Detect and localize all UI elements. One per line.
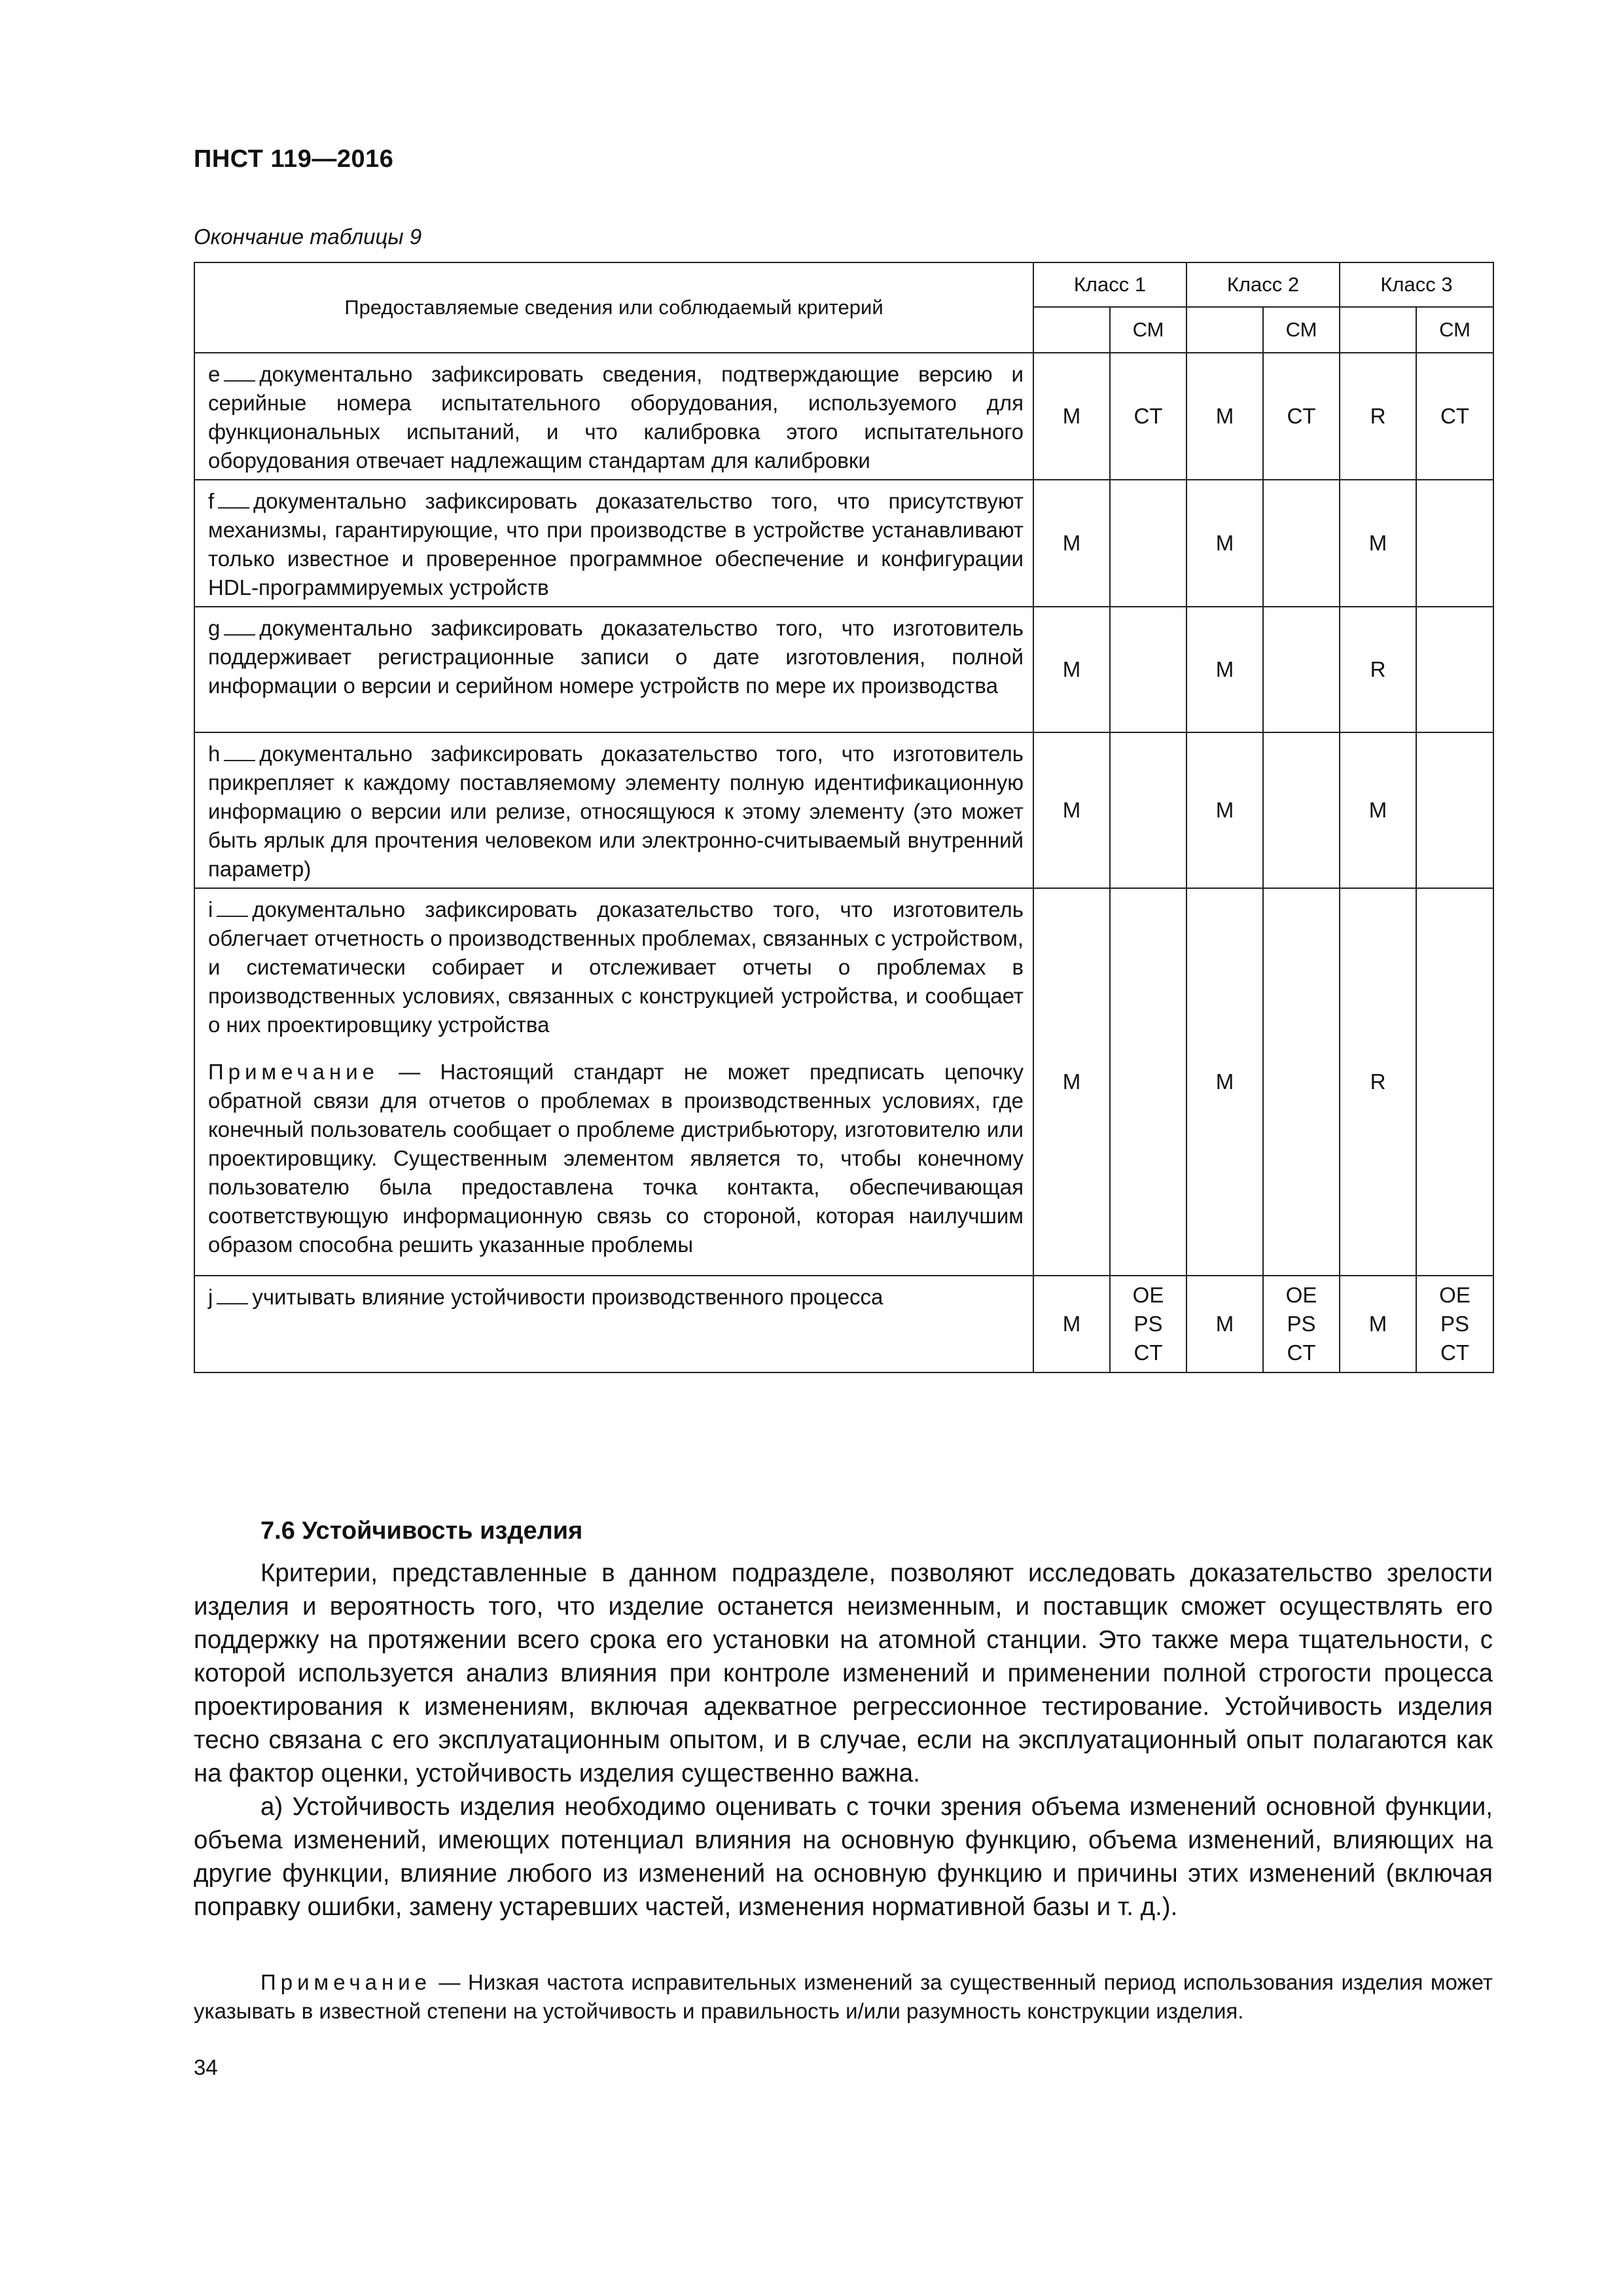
- criterion-letter: j: [208, 1285, 213, 1309]
- criterion-body: документально зафиксировать доказательство того, что изготовитель прикрепляет к каждому поставляемому элементу полную идентификационную информацию о версии или релизе, относящуюся к этому элементу (это может быть ярлык для прочтения человеком или электронно-считываемый внутренний параметр): [208, 742, 1024, 881]
- criterion-body: учитывать влияние устойчивости производственного процесса: [252, 1285, 883, 1309]
- section-body: [194, 1556, 1493, 1924]
- value-text: OE: [1285, 1283, 1317, 1307]
- value-cell: [1416, 607, 1493, 732]
- fill-in-blank: [224, 361, 255, 382]
- value-cell: [1340, 353, 1416, 480]
- value-cell: [1110, 888, 1186, 1276]
- value-cell: [1340, 480, 1416, 607]
- value-cell: [1416, 480, 1493, 607]
- section-heading: 7.6 Устойчивость изделия: [260, 1517, 583, 1545]
- class-3-header: Класс 3: [1340, 262, 1493, 307]
- criterion-cell: [194, 732, 1033, 888]
- value-text: OE: [1439, 1283, 1471, 1307]
- value-cell: [1110, 353, 1186, 480]
- class-2-blank-subheader: [1186, 307, 1263, 353]
- document-id: ПНСТ 119—2016: [194, 145, 394, 173]
- class-1-header: Класс 1: [1033, 262, 1186, 307]
- value-text: M: [1215, 1069, 1234, 1094]
- class-1-blank-subheader: [1033, 307, 1110, 353]
- value-cell: [1263, 1276, 1340, 1372]
- class-1-cm-subheader: СМ: [1110, 307, 1186, 353]
- table-row: [194, 1276, 1493, 1372]
- criterion-cell: [194, 480, 1033, 607]
- criterion-body: документально зафиксировать доказательство того, что присутствуют механизмы, гарантирующие, что при производстве в устройстве устанавливают только известное и проверенное программное обеспечение и конфигурации HDL-программируемых устройств: [208, 489, 1024, 600]
- section-paragraph-item-a: а) Устойчивость изделия необходимо оценивать с точки зрения объема изменений основной функции, объема изменений, имеющих потенциал влияния на основную функцию, объема изменений, влияющих на другие функции, влияние любого из изменений на основную функцию и причины этих изменений (включая поправку ошибки, замену устаревших частей, изменения нормативной базы и т. д.).: [194, 1793, 1493, 1921]
- criterion-letter: i: [208, 897, 213, 922]
- value-cell: [1263, 607, 1340, 732]
- value-cell: [1186, 1276, 1263, 1372]
- criterion-body: документально зафиксировать сведения, подтверждающие версию и серийные номера испытательного оборудования, используемого для функциональных испытаний, и что калибровка этого испытательного оборудования отвечает надлежащим стандартам для калибровки: [208, 362, 1024, 473]
- value-cell: [1186, 480, 1263, 607]
- class-2-header: Класс 2: [1186, 262, 1340, 307]
- value-cell: [1416, 1276, 1493, 1372]
- value-text: CT: [1133, 404, 1163, 428]
- value-text: M: [1062, 404, 1081, 428]
- value-text: PS: [1287, 1312, 1316, 1336]
- value-text: M: [1215, 798, 1234, 822]
- criterion-text: [208, 740, 1024, 884]
- criterion-letter: g: [208, 616, 221, 640]
- value-cell: [1416, 353, 1493, 480]
- table-row: [194, 732, 1493, 888]
- criterion-text: [208, 487, 1024, 602]
- criterion-note: [208, 1058, 1024, 1259]
- table-row: [194, 480, 1493, 607]
- value-text: M: [1062, 1312, 1081, 1336]
- criterion-text: [208, 1283, 1024, 1312]
- value-cell: [1340, 732, 1416, 888]
- value-cell: [1033, 732, 1110, 888]
- table-row: [194, 888, 1493, 1276]
- value-cell: [1263, 888, 1340, 1276]
- value-cell: [1186, 732, 1263, 888]
- value-text: PS: [1133, 1312, 1163, 1336]
- value-text: M: [1062, 798, 1081, 822]
- value-text: R: [1370, 404, 1386, 428]
- value-text: CT: [1133, 1340, 1163, 1365]
- value-cell: [1110, 732, 1186, 888]
- value-cell: [1033, 888, 1110, 1276]
- value-text: R: [1370, 657, 1386, 681]
- note-label: Примечание: [260, 1970, 432, 1994]
- value-text: M: [1062, 1069, 1081, 1094]
- value-text: CT: [1440, 1340, 1469, 1365]
- value-text: M: [1215, 657, 1234, 681]
- class-3-blank-subheader: [1340, 307, 1416, 353]
- value-text: M: [1062, 657, 1081, 681]
- section-note: [194, 1968, 1493, 2026]
- criterion-cell: [194, 607, 1033, 732]
- class-2-cm-subheader: СМ: [1263, 307, 1340, 353]
- value-cell: [1186, 888, 1263, 1276]
- value-cell: [1416, 732, 1493, 888]
- criterion-cell: [194, 1276, 1033, 1372]
- value-cell: [1033, 353, 1110, 480]
- value-text: M: [1062, 531, 1081, 555]
- table-row: [194, 353, 1493, 480]
- value-text: CT: [1440, 404, 1469, 428]
- criterion-letter: e: [208, 362, 221, 386]
- note-text: — Низкая частота исправительных изменений за существенный период использования изделия может указывать в известной степени на устойчивость и правильность и/или разумность конструкции изделия.: [194, 1970, 1493, 2023]
- criterion-body: документально зафиксировать доказательство того, что изготовитель поддерживает регистрационные записи о дате изготовления, полной информации о версии и серийном номере устройств по мере их производства: [208, 616, 1024, 698]
- criterion-letter: f: [208, 489, 215, 513]
- value-text: M: [1215, 531, 1234, 555]
- value-cell: [1263, 732, 1340, 888]
- value-cell: [1110, 607, 1186, 732]
- value-text: M: [1368, 531, 1387, 555]
- fill-in-blank: [224, 740, 255, 761]
- criterion-text: [208, 895, 1024, 1039]
- value-text: M: [1215, 1312, 1234, 1336]
- value-text: CT: [1287, 1340, 1316, 1365]
- value-cell: [1340, 607, 1416, 732]
- criterion-body: документально зафиксировать доказательство того, что изготовитель облегчает отчетность о производственных проблемах, связанных с устройством, и систематически собирает и отслеживает отчеты о проблемах в производственных условиях, связанных с конструкцией устройства, и сообщает о них проектировщику устройства: [208, 897, 1024, 1037]
- page-number: 34: [194, 2055, 218, 2079]
- criterion-letter: h: [208, 742, 221, 766]
- fill-in-blank: [217, 1283, 248, 1304]
- table-caption: Окончание таблицы 9: [194, 224, 422, 249]
- value-cell: [1263, 480, 1340, 607]
- value-text: PS: [1440, 1312, 1470, 1336]
- value-text: M: [1215, 404, 1234, 428]
- fill-in-blank: [224, 615, 255, 636]
- fill-in-blank: [218, 488, 249, 509]
- value-cell: [1186, 353, 1263, 480]
- note-label: Примечание: [208, 1060, 380, 1084]
- criterion-cell: [194, 888, 1033, 1276]
- criterion-text: [208, 614, 1024, 700]
- note-text: — Настоящий стандарт не может предписать цепочку обратной связи для отчетов о проблемах в производственных условиях, где конечный пользователь сообщает о проблеме дистрибьютору, изготовителю или проектировщику. Существенным элементом является то, чтобы конечному пользователю была предоставлена точка контакта, обеспечивающая соответствующую информационную связь со стороной, которая наилучшим образом способна решить указанные проблемы: [208, 1060, 1024, 1257]
- value-cell: [1110, 1276, 1186, 1372]
- value-text: R: [1370, 1069, 1386, 1094]
- value-cell: [1110, 480, 1186, 607]
- value-cell: [1340, 888, 1416, 1276]
- value-cell: [1033, 480, 1110, 607]
- value-cell: [1340, 1276, 1416, 1372]
- value-cell: [1033, 1276, 1110, 1372]
- criterion-text: [208, 360, 1024, 475]
- value-text: CT: [1287, 404, 1316, 428]
- value-cell: [1263, 353, 1340, 480]
- class-3-cm-subheader: СМ: [1416, 307, 1493, 353]
- value-text: M: [1368, 798, 1387, 822]
- fill-in-blank: [217, 896, 248, 917]
- value-cell: [1186, 607, 1263, 732]
- value-cell: [1033, 607, 1110, 732]
- table-row: [194, 607, 1493, 732]
- section-paragraph: Критерии, представленные в данном подразделе, позволяют исследовать доказательство зрелости изделия и вероятность того, что изделие останется неизменным, и поставщик сможет осуществлять его поддержку на протяжении всего срока его установки на атомной станции. Это также мера тщательности, с которой используется анализ влияния при контроле изменений и применении полной строгости процесса проектирования к изменениям, включая адекватное регрессионное тестирование. Устойчивость изделия тесно связана с его эксплуатационным опытом, и в случае, если на эксплуатационный опыт полагаются как на фактор оценки, устойчивость изделия существенно важна.: [194, 1559, 1493, 1787]
- criteria-table: [194, 262, 1494, 1373]
- value-cell: [1416, 888, 1493, 1276]
- criterion-header: Предоставляемые сведения или соблюдаемый критерий: [194, 262, 1033, 353]
- criterion-cell: [194, 353, 1033, 480]
- value-text: M: [1368, 1312, 1387, 1336]
- value-text: OE: [1132, 1283, 1164, 1307]
